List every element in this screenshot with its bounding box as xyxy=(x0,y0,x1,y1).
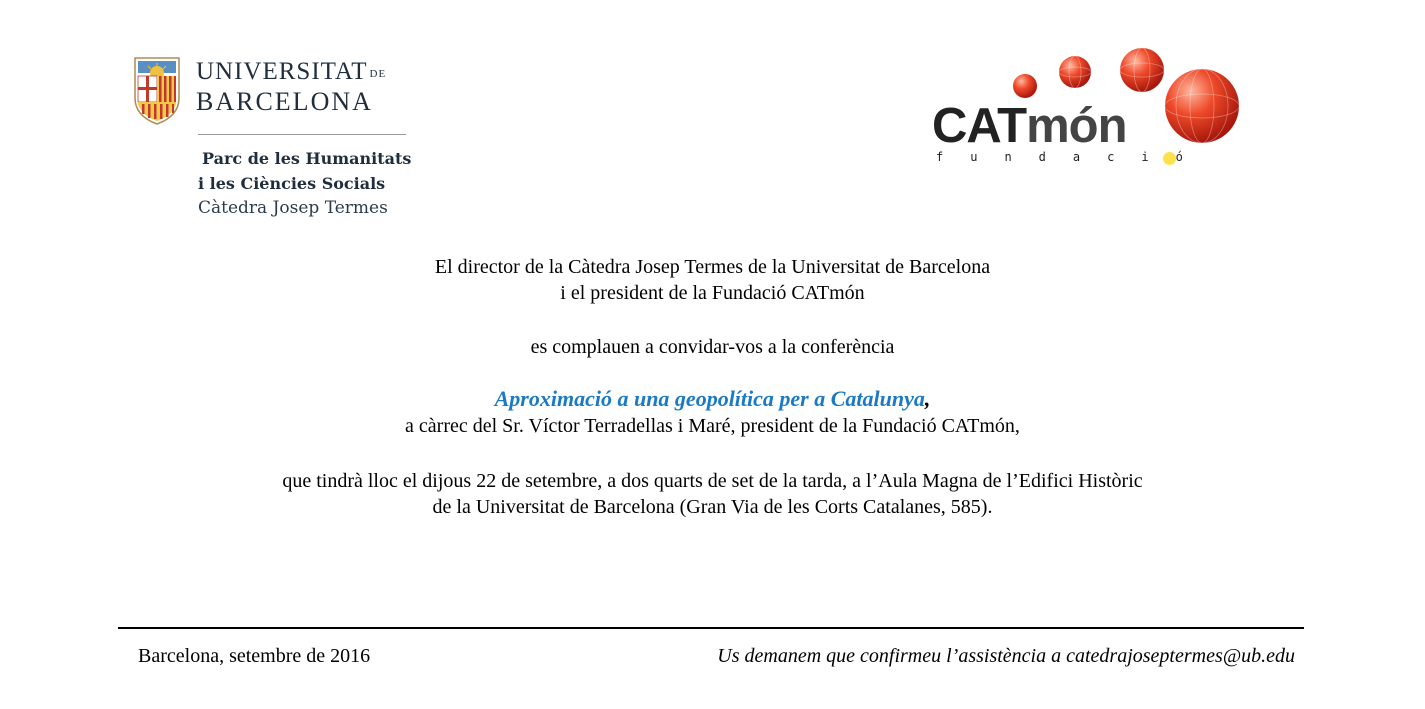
ub-name xyxy=(196,58,386,116)
ub-sub-line1: Parc de les Humanitats xyxy=(202,149,412,168)
hosts-line1: El director de la Càtedra Josep Termes de la Universitat de Barcelona xyxy=(434,256,991,278)
catmon-wordmark-cat: CAT xyxy=(932,99,1027,153)
talk-title-line xyxy=(495,386,931,413)
details-line2: de la Universitat de Barcelona (Gran Via de les Corts Catalanes, 585). xyxy=(432,496,993,518)
ub-name-line1: UNIVERSITAT xyxy=(196,58,368,85)
ub-name-de: DE xyxy=(369,68,387,80)
ub-sub-line3: Càtedra Josep Termes xyxy=(198,198,388,218)
invite-line: es complauen a convidar-vos a la conferència xyxy=(530,336,895,358)
ub-sub-line2: i les Ciències Socials xyxy=(198,174,386,193)
details-paragraph xyxy=(0,468,1425,520)
footer-divider xyxy=(118,627,1304,629)
ub-name-line2: BARCELONA xyxy=(196,87,373,116)
talk-title-punct: , xyxy=(924,386,931,411)
catmon-wordmark-mon: món xyxy=(1026,99,1127,153)
catmon-logo xyxy=(930,44,1250,174)
catmon-tagline: fundació xyxy=(936,150,1210,164)
speaker-line: a càrrec del Sr. Víctor Terradellas i Maré, president de la Fundació CATmón, xyxy=(405,415,1020,437)
hosts-paragraph xyxy=(0,254,1425,306)
place-date: Barcelona, setembre de 2016 xyxy=(138,645,371,667)
rsvp-note: Us demanem que confirmeu l’assistència a catedrajoseptermes@ub.edu xyxy=(717,645,1295,667)
ub-subtitle xyxy=(198,146,411,221)
talk-title: Aproximació a una geopolítica per a Catalunya xyxy=(494,386,925,411)
hosts-line2: i el president de la Fundació CATmón xyxy=(560,282,865,304)
ub-shield-icon xyxy=(132,54,182,126)
ub-divider xyxy=(198,134,406,135)
ub-logo xyxy=(132,54,432,224)
talk-paragraph xyxy=(0,386,1425,439)
details-line1: que tindrà lloc el dijous 22 de setembre, a dos quarts de set de la tarda, a l’Aula Magna de l’Edifici Històric xyxy=(282,470,1143,492)
catmon-wordmark xyxy=(932,98,1127,154)
